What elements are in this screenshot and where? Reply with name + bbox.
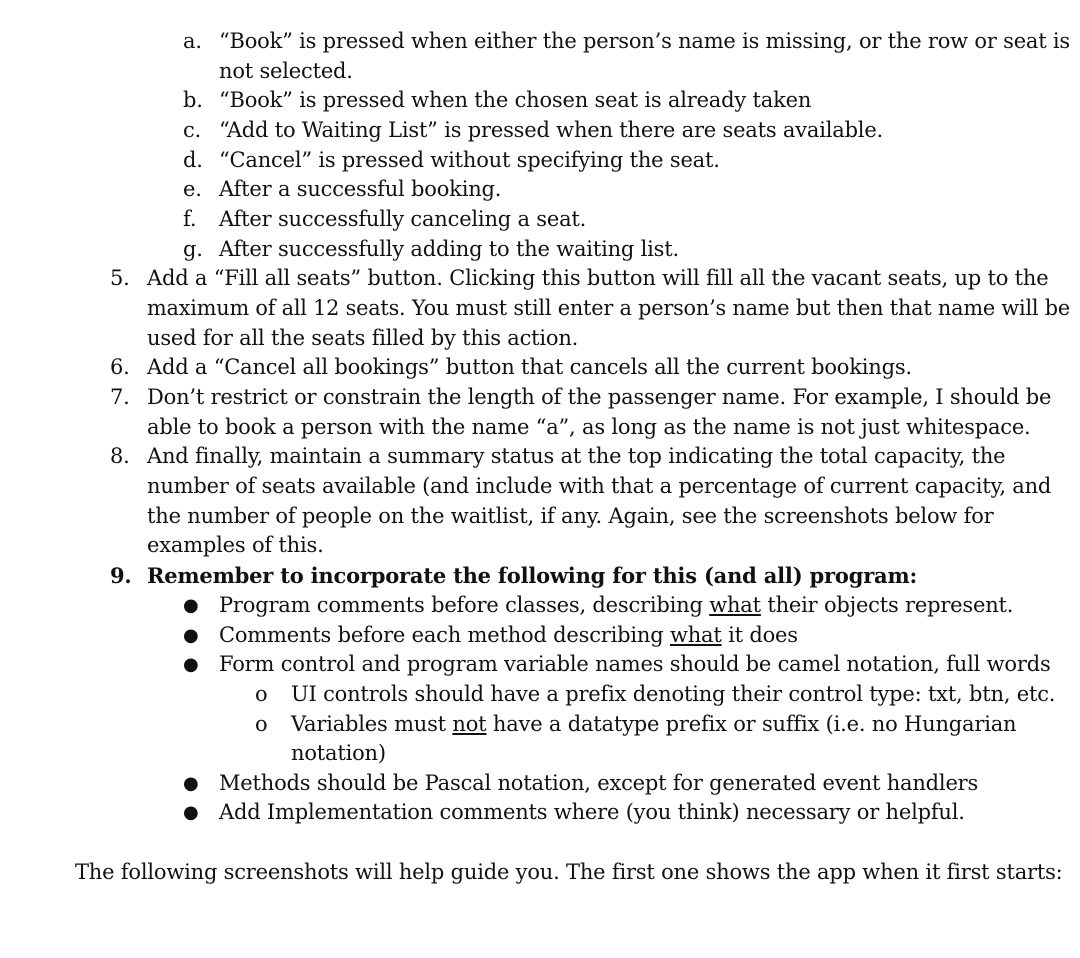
list-text: used for all the seats filled by this action. [147, 326, 579, 350]
bullet-marker: ● [183, 654, 199, 675]
bullet-text: Add Implementation comments where (you think) necessary or helpful. [219, 800, 965, 824]
list-text: Add a “Cancel all bookings” button that cancels all the current bookings. [147, 355, 912, 379]
list-text: “Add to Waiting List” is pressed when there are seats available. [219, 118, 884, 142]
sub-bullet-text: Variables must not have a datatype prefix or suffix (i.e. no Hungarian [291, 712, 1017, 736]
sub-bullet-text: UI controls should have a prefix denoting their control type: txt, btn, etc. [291, 682, 1056, 706]
bullet-text: Program comments before classes, describing what their objects represent. [219, 593, 1014, 617]
list-text: maximum of all 12 seats. You must still enter a person’s name but then that name will be [147, 296, 1070, 320]
list-text: “Cancel” is pressed without specifying the seat. [219, 148, 720, 172]
bullet-marker: ● [183, 773, 199, 794]
list-text: After successfully canceling a seat. [219, 207, 587, 231]
paragraph-text: The following screenshots will help guide you. The first one shows the app when it first starts: [75, 860, 1063, 884]
list-text: not selected. [219, 59, 353, 83]
list-marker: 8. [110, 444, 130, 468]
list-text: number of seats available (and include with that a percentage of current capacity, and [147, 474, 1052, 498]
list-text: the number of people on the waitlist, if any. Again, see the screenshots below for [147, 504, 994, 528]
sub-bullet-marker: o [255, 682, 268, 706]
list-marker: 9. [110, 563, 132, 588]
list-text: After successfully adding to the waiting list. [219, 237, 679, 261]
sub-bullet-marker: o [255, 712, 268, 736]
list-marker: b. [183, 88, 203, 112]
list-marker: 5. [110, 266, 130, 290]
list-marker: 6. [110, 355, 130, 379]
bullet-text: Comments before each method describing what it does [219, 623, 798, 647]
list-marker: g. [183, 237, 203, 261]
list-marker: d. [183, 148, 203, 172]
list-text: Remember to incorporate the following for this (and all) program: [147, 563, 918, 588]
bullet-marker: ● [183, 802, 199, 823]
list-text: Add a “Fill all seats” button. Clicking this button will fill all the vacant seats, up to the [147, 266, 1049, 290]
bullet-text: Form control and program variable names should be camel notation, full words [219, 652, 1051, 676]
list-marker: f. [183, 207, 197, 231]
list-marker: e. [183, 177, 202, 201]
bullet-marker: ● [183, 625, 199, 646]
list-text: examples of this. [147, 533, 324, 557]
bullet-text: Methods should be Pascal notation, except for generated event handlers [219, 771, 979, 795]
list-text: And finally, maintain a summary status at the top indicating the total capacity, the [147, 444, 1006, 468]
list-text: “Book” is pressed when the chosen seat is already taken [219, 88, 812, 112]
list-marker: c. [183, 118, 202, 142]
bullet-marker: ● [183, 595, 199, 616]
list-text: Don’t restrict or constrain the length of the passenger name. For example, I should be [147, 385, 1052, 409]
list-marker: a. [183, 29, 202, 53]
list-text: After a successful booking. [219, 177, 502, 201]
list-text: “Book” is pressed when either the person’s name is missing, or the row or seat is [219, 29, 1070, 53]
sub-bullet-text: notation) [291, 741, 386, 765]
list-text: able to book a person with the name “a”, as long as the name is not just whitespace. [147, 415, 1031, 439]
list-marker: 7. [110, 385, 130, 409]
